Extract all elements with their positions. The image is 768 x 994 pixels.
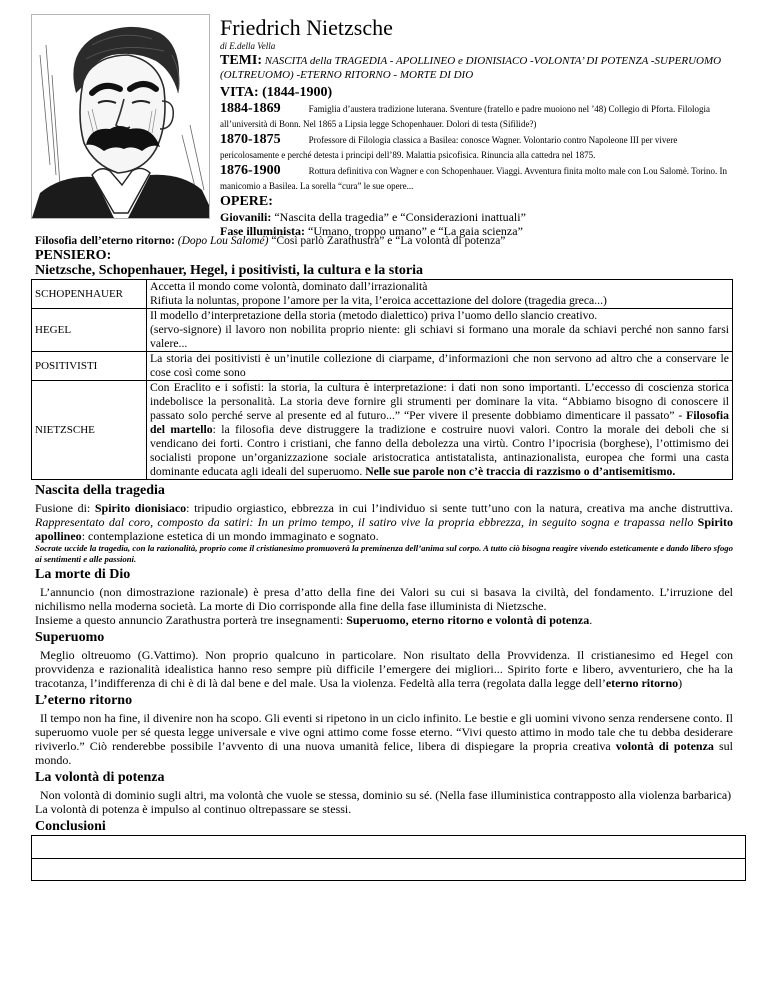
text: sul mondo. <box>35 739 733 767</box>
section-title: La morte di Dio <box>35 567 131 582</box>
vita-text: Rottura definitiva con Wagner e con Schopenhauer. Viaggi. Avventura finita molto male con Lou Salomè. Torino. In manicomio a Basilea. La sorella “cura” le sue opere... <box>220 166 728 191</box>
row-line: (servo-signore) il lavoro non nobilita proprio niente: gli schiavi si formano una morale da schiavi perché non sanno farsi valere... <box>150 323 729 350</box>
row-text: : la filosofia deve distruggere la tradizione e costruire nuovi valori. Contro la morale dei deboli che si vendicano dei forti. Contro i cristiani, che fanno della debolezza una virtù. Contro l’ipocrisia (borghese), l’ottimismo dei socialisti propone un’organizzazione sociale aristocratica antistatalista, antinazionalista, europea che formi una casta dominante educata agli ideali del superuomo. <box>150 423 730 478</box>
row-label: HEGEL <box>32 309 147 352</box>
vita-entry <box>220 132 736 163</box>
row-line: Rifiuta la noluntas, propone l’amore per la vita, l’eroica accettazione del dolore (tragedia greca...) <box>150 294 607 307</box>
vita-years: 1884-1869 <box>220 101 281 116</box>
text: Il tempo non ha fine, il divenire non ha scopo. Gli eventi si ripetono in un ciclo infinito. Le bestie e gli uomini vivono senza rendersene conto. Il superuomo vuole per sé questa legge universale e vive ogni attimo come fosse eterno. “Vivi questo attimo in modo tale che tu debba desiderare riviverlo.” Ciò renderebbe possibile l’avvento di una nuova umanità felice, libera di dispiegare la propria creativa <box>35 711 733 753</box>
section-text <box>35 501 733 543</box>
section-text <box>35 585 733 627</box>
section-title: Nascita della tragedia <box>35 483 165 498</box>
row-content <box>147 352 733 381</box>
section-title: Conclusioni <box>35 819 106 834</box>
portrait-frame <box>31 14 210 219</box>
content <box>35 235 733 881</box>
pensiero-label: PENSIERO: <box>35 248 112 263</box>
temi-text: NASCITA della TRAGEDIA - APOLLINEO e DIONISIACO -VOLONTA’ DI POTENZA -SUPERUOMO (OLTREUOMO) -ETERNO RITORNO - MORTE DI DIO <box>220 55 722 81</box>
emphasis: volontà di potenza <box>615 739 714 753</box>
text: Meglio oltreuomo (G.Vattimo). Non proprio qualcuno in particolare. Non risultato della Provvidenza. Il cristianesimo ed Hegel con provvidenza e razionalità idealistica hanno reso sempre più difficile l’emergere dei migliori... Spirito forte e libero, avventuriero, che ha la tracotanza, l’indifferenza di chi è di là dal bene e del male. Usa la violenza. Fedeltà alla terra (regolata dalla legge dell’ <box>35 648 733 690</box>
opere-item-label: Giovanili: <box>220 210 272 224</box>
portrait-image <box>32 15 209 218</box>
term-spirito-dionisiaco: Spirito dionisiaco <box>94 501 187 515</box>
table-row <box>32 280 733 309</box>
opere-item-text: “Nascita della tragedia” e “Considerazioni inattuali” <box>271 210 526 224</box>
temi-label: TEMI: <box>220 53 262 68</box>
row-content <box>147 381 733 480</box>
table-row <box>32 381 733 480</box>
table-row <box>32 352 733 381</box>
row-label: NIETZSCHE <box>32 381 147 480</box>
paragraph: La volontà di potenza è impulso al continuo oltrepassare se stessi. <box>35 802 352 816</box>
row-line: La storia dei positivisti è un’inutile collezione di ciarpame, d’informazioni che non servono ad altro che a conservare le cose così come sono <box>150 352 729 379</box>
vita-text: Professore di Filologia classica a Basilea: conosce Wagner. Volontario contro Napoleone III per vivere pericolosamente e perché detesta i principi dell’89. Malattia psicofisica. Rinuncia alla cattedra nel 1875. <box>220 135 678 160</box>
text: . <box>589 613 593 627</box>
text: : tripudio orgiastico, ebbrezza in cui l’individuo si sente tutt’uno con la natura, creativa ma anche distruttiva. <box>186 501 733 515</box>
conclusioni-box <box>31 835 746 881</box>
section-conclusioni <box>35 819 733 881</box>
opere-item <box>220 210 736 224</box>
text: : contemplazione estetica di un mondo immaginato e sognato. <box>81 529 379 543</box>
row-line: Il modello d’interpretazione della storia (metodo dialettico) priva l’uomo dello slancio creativo. <box>150 309 598 322</box>
author: di E.della Vella <box>220 41 276 51</box>
section-title: La volontà di potenza <box>35 770 165 785</box>
vita-years: 1876-1900 <box>220 163 281 178</box>
row-label: POSITIVISTI <box>32 352 147 381</box>
emphasis: eterno ritorno <box>605 676 679 690</box>
vita-text: Famiglia d’austera tradizione luterana. Sventure (fratello e padre muoiono nel ’48) Collegio di Pforta. Filologia all’università di Bonn. Nel 1865 a Lipsia legge Schopenhauer. Dolori di testa (Sifilide?) <box>220 104 711 129</box>
opere-item-label: Fase illuminista: <box>220 224 306 238</box>
opere-item-label: Filosofia dell’eterno ritorno: <box>35 235 175 247</box>
section-superuomo <box>35 630 733 690</box>
section-volonta-di-potenza <box>35 770 733 816</box>
pensiero-subtitle: Nietzsche, Schopenhauer, Hegel, i positivisti, la cultura e la storia <box>35 263 423 278</box>
paragraph: L’annuncio (non dimostrazione razionale) è presa d’atto della fine dei Valori su cui si basava la civiltà, del fondamento. L’irruzione del nichilismo nella moderna società. La morte di Dio corrisponde alla fine della fase illuminista di Nietzsche. <box>35 585 733 613</box>
row-content <box>147 309 733 352</box>
section-note: Socrate uccide la tragedia, con la razionalità, proprio come il cristianesimo promuoverà la preminenza dell’anima sul corpo. A tutto ciò bisogna reagire vivendo esteticamente e dando libero sfogo ai sentimenti e alle passioni. <box>35 543 733 564</box>
opere-item-note: (Dopo Lou Salomé) <box>174 235 269 247</box>
text: Fusione di: <box>35 501 95 515</box>
term-spirito-apollineo: Spirito apollineo <box>35 515 733 543</box>
paragraph: Non volontà di dominio sugli altri, ma volontà che vuole se stessa, dominio su sé. (Nella fase illuministica contrapposto alla violenza barbarica) <box>40 788 732 802</box>
row-emphasis: Filosofia del martello <box>150 409 729 436</box>
paragraph <box>35 613 733 627</box>
section-text <box>35 711 733 767</box>
text: Insieme a questo annuncio Zarathustra porterà tre insegnamenti: <box>35 613 347 627</box>
section-morte-di-dio <box>35 567 733 627</box>
opere-label: OPERE: <box>220 194 273 209</box>
text: ) <box>678 676 683 690</box>
opere-item-text: “Così parlò Zarathustra” e “La volontà di potenza” <box>268 235 506 247</box>
opere-item-text: “Umano, troppo umano” e “La gaia scienza” <box>305 224 523 238</box>
section-eterno-ritorno <box>35 693 733 767</box>
row-content <box>147 280 733 309</box>
vita-entry <box>220 101 736 132</box>
emphasis: Superuomo, eterno ritorno e volontà di potenza <box>346 613 590 627</box>
table-row <box>32 309 733 352</box>
header <box>220 16 736 238</box>
vita-years: 1870-1875 <box>220 132 281 147</box>
paragraph <box>35 648 733 690</box>
italic-text: Rappresentato dal coro, composto da satiri: In un primo tempo, il satiro vive la propria ebbrezza, in seguito sogna e trapassa nello <box>35 515 698 529</box>
pensiero-table <box>31 279 733 480</box>
temi <box>220 54 736 82</box>
vita-label: VITA: (1844-1900) <box>220 85 333 100</box>
row-text: Con Eraclito e i sofisti: la storia, la cultura è interpretazione: i dati non sono importanti. L’eccesso di coscienza storica indebolisce la personalità. La storia deve fornire gli strumenti per dominare la vita. “Abbiamo bisogno di conoscere il passato solo perché serve al presente ed al futuro...” “Per vivere il presente dobbiamo dimenticare il passato” - <box>150 381 729 422</box>
section-title: Superuomo <box>35 630 105 645</box>
section-text <box>35 648 733 690</box>
conclusioni-row <box>32 836 745 858</box>
page-title: Friedrich Nietzsche <box>220 15 393 40</box>
vita-entry <box>220 163 736 194</box>
opere-item-filosofia <box>35 235 733 248</box>
conclusioni-row <box>32 858 745 880</box>
section-nascita-della-tragedia <box>35 483 733 564</box>
row-line: Accetta il mondo come volontà, dominato dall’irrazionalità <box>150 280 428 293</box>
paragraph <box>35 711 733 767</box>
section-title: L’eterno ritorno <box>35 693 133 708</box>
row-label: SCHOPENHAUER <box>32 280 147 309</box>
row-emphasis: Nelle sue parole non c’è traccia di razzismo o d’antisemitismo. <box>365 465 676 478</box>
section-text <box>35 788 733 816</box>
